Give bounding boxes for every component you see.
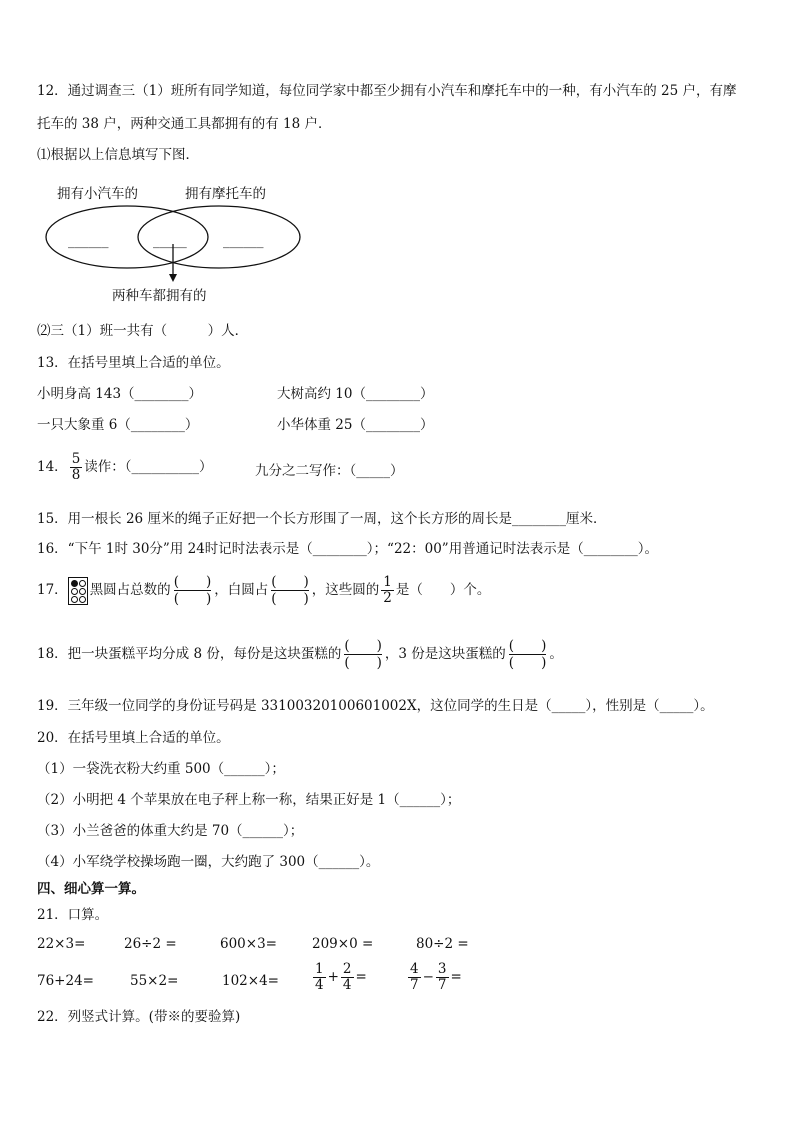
equals: = [355, 969, 367, 985]
q18-text2: ，3 份是这块蛋糕的 [384, 646, 506, 662]
q14-line [37, 452, 213, 483]
white-circle [79, 596, 86, 603]
q18-line [37, 638, 563, 671]
frac-den: 4 [315, 977, 324, 993]
q13-title: 13．在括号里填上合适的单位。 [37, 355, 230, 371]
q17-half-fraction [381, 575, 394, 606]
calc-item: 26÷2 = [124, 936, 177, 952]
fraction [408, 962, 421, 993]
q16-text: 16．“下午 1时 30分”用 24时记时法表示是（________）；“22：00”用普通记时法表示是（________）。 [37, 541, 658, 557]
q14-read: 读作：（__________） [84, 459, 213, 475]
q15-text: 15．用一根长 26 厘米的绳子正好把一个长方形围了一周，这个长方形的周长是________厘米． [37, 511, 607, 527]
frac-den: 2 [383, 590, 392, 606]
section-heading: 四、细心算一算。 [37, 881, 145, 897]
q17-text4: 是（ ）个。 [395, 582, 491, 598]
venn-bottom-label: 两种车都拥有的 [112, 288, 207, 304]
q14-prefix: 14． [37, 459, 68, 475]
q21-title: 21．口算。 [37, 907, 109, 923]
q17-blank-fraction-1[interactable] [174, 574, 212, 607]
frac-num: 2 [342, 961, 352, 977]
paren-top: ( ) [271, 574, 309, 590]
calc-item: 55×2= [130, 973, 179, 989]
paren-bottom: ( ) [271, 591, 309, 607]
calc-item: 22×3= [37, 936, 86, 952]
frac-num: 4 [410, 961, 419, 977]
q12-part2: ⑵三（1）班一共有（ ）人． [37, 323, 249, 339]
frac-num: 3 [437, 961, 447, 977]
venn-right-label: 拥有摩托车的 [185, 186, 266, 202]
q17-text3: ，这些圆的 [311, 582, 380, 598]
q20-item-4: （4）小军绕学校操场跑一圈，大约跑了 300（______）。 [37, 854, 380, 870]
frac-num: 1 [383, 574, 392, 590]
q20-item-3: （3）小兰爸爸的体重大约是 70（______）； [37, 823, 304, 839]
q13-item-height: 小明身高 143（________） [37, 386, 203, 402]
q18-text3: 。 [549, 646, 563, 662]
q18-blank-fraction-1[interactable] [344, 638, 382, 671]
fraction-calc-2 [406, 962, 462, 993]
venn-left-label: 拥有小汽车的 [57, 186, 138, 202]
q22-text: 22．列竖式计算。(带※的要验算) [37, 1009, 241, 1025]
q20-item-1: （1）一袋洗衣粉大约重 500（______）； [37, 761, 285, 777]
paren-bottom: ( ) [344, 655, 382, 671]
operator: − [422, 969, 434, 985]
q12-line2: 托车的 38 户，两种交通工具都拥有的有 18 户． [37, 116, 332, 132]
calc-item: 80÷2 = [416, 936, 469, 952]
q19-text: 19．三年级一位同学的身份证号码是 33100320100601002X，这位同学的生日是（_____），性别是（_____）。 [37, 698, 714, 714]
q17-text1: 黑圆占总数的 [89, 582, 171, 598]
q14-part2: 九分之二写作：（_____） [255, 463, 404, 479]
frac-den: 4 [342, 977, 352, 993]
q14-frac-den: 8 [71, 467, 81, 483]
paren-top: ( ) [173, 574, 212, 590]
fraction [436, 962, 449, 993]
fraction [341, 962, 354, 993]
white-circle [79, 588, 86, 595]
black-circle [71, 580, 78, 587]
operator: + [327, 969, 339, 985]
q13-item-elephant: 一只大象重 6（________） [37, 417, 199, 433]
equals: = [450, 969, 462, 985]
paren-top: ( ) [508, 638, 547, 654]
venn-diagram [40, 180, 310, 305]
calc-item: 76+24= [37, 973, 94, 989]
q14-frac-num: 5 [71, 451, 81, 467]
calc-item: 102×4= [222, 973, 279, 989]
q17-text2: ，白圆占 [214, 582, 269, 598]
frac-den: 7 [437, 977, 447, 993]
paren-bottom: ( ) [508, 655, 547, 671]
q12-part1: ⑴根据以上信息填写下图． [37, 147, 199, 163]
q18-text1: 18．把一块蛋糕平均分成 8 份，每份是这块蛋糕的 [37, 646, 342, 662]
q20-title: 20．在括号里填上合适的单位。 [37, 730, 230, 746]
fraction [313, 962, 326, 993]
q17-line [37, 574, 490, 607]
frac-num: 1 [315, 961, 324, 977]
venn-blank-middle[interactable]: _____ [153, 233, 187, 249]
q14-fraction [70, 452, 83, 483]
white-circle [71, 588, 78, 595]
venn-blank-left[interactable]: ______ [68, 233, 109, 249]
q17-blank-fraction-2[interactable] [271, 574, 309, 607]
q18-blank-fraction-2[interactable] [509, 638, 547, 671]
q13-item-weight: 小华体重 25（________） [277, 417, 434, 433]
q13-item-tree: 大树高约 10（________） [277, 386, 434, 402]
q20-item-2: （2）小明把 4 个苹果放在电子秤上称一称，结果正好是 1（______）； [37, 792, 461, 808]
paren-bottom: ( ) [173, 591, 212, 607]
arrow-head [169, 274, 177, 282]
q12-line1: 12．通过调查三（1）班所有同学知道，每位同学家中都至少拥有小汽车和摩托车中的一种，有小汽车的 25 户，有摩 [37, 83, 737, 99]
q17-prefix: 17． [37, 582, 68, 598]
fraction-calc-1 [311, 962, 367, 993]
paren-top: ( ) [344, 638, 382, 654]
calc-item: 209×0 = [312, 936, 374, 952]
venn-blank-right[interactable]: ______ [223, 233, 264, 249]
frac-den: 7 [410, 977, 419, 993]
white-circle [71, 596, 78, 603]
white-circle [79, 580, 86, 587]
calc-item: 600×3= [220, 936, 277, 952]
circles-figure [68, 577, 88, 605]
